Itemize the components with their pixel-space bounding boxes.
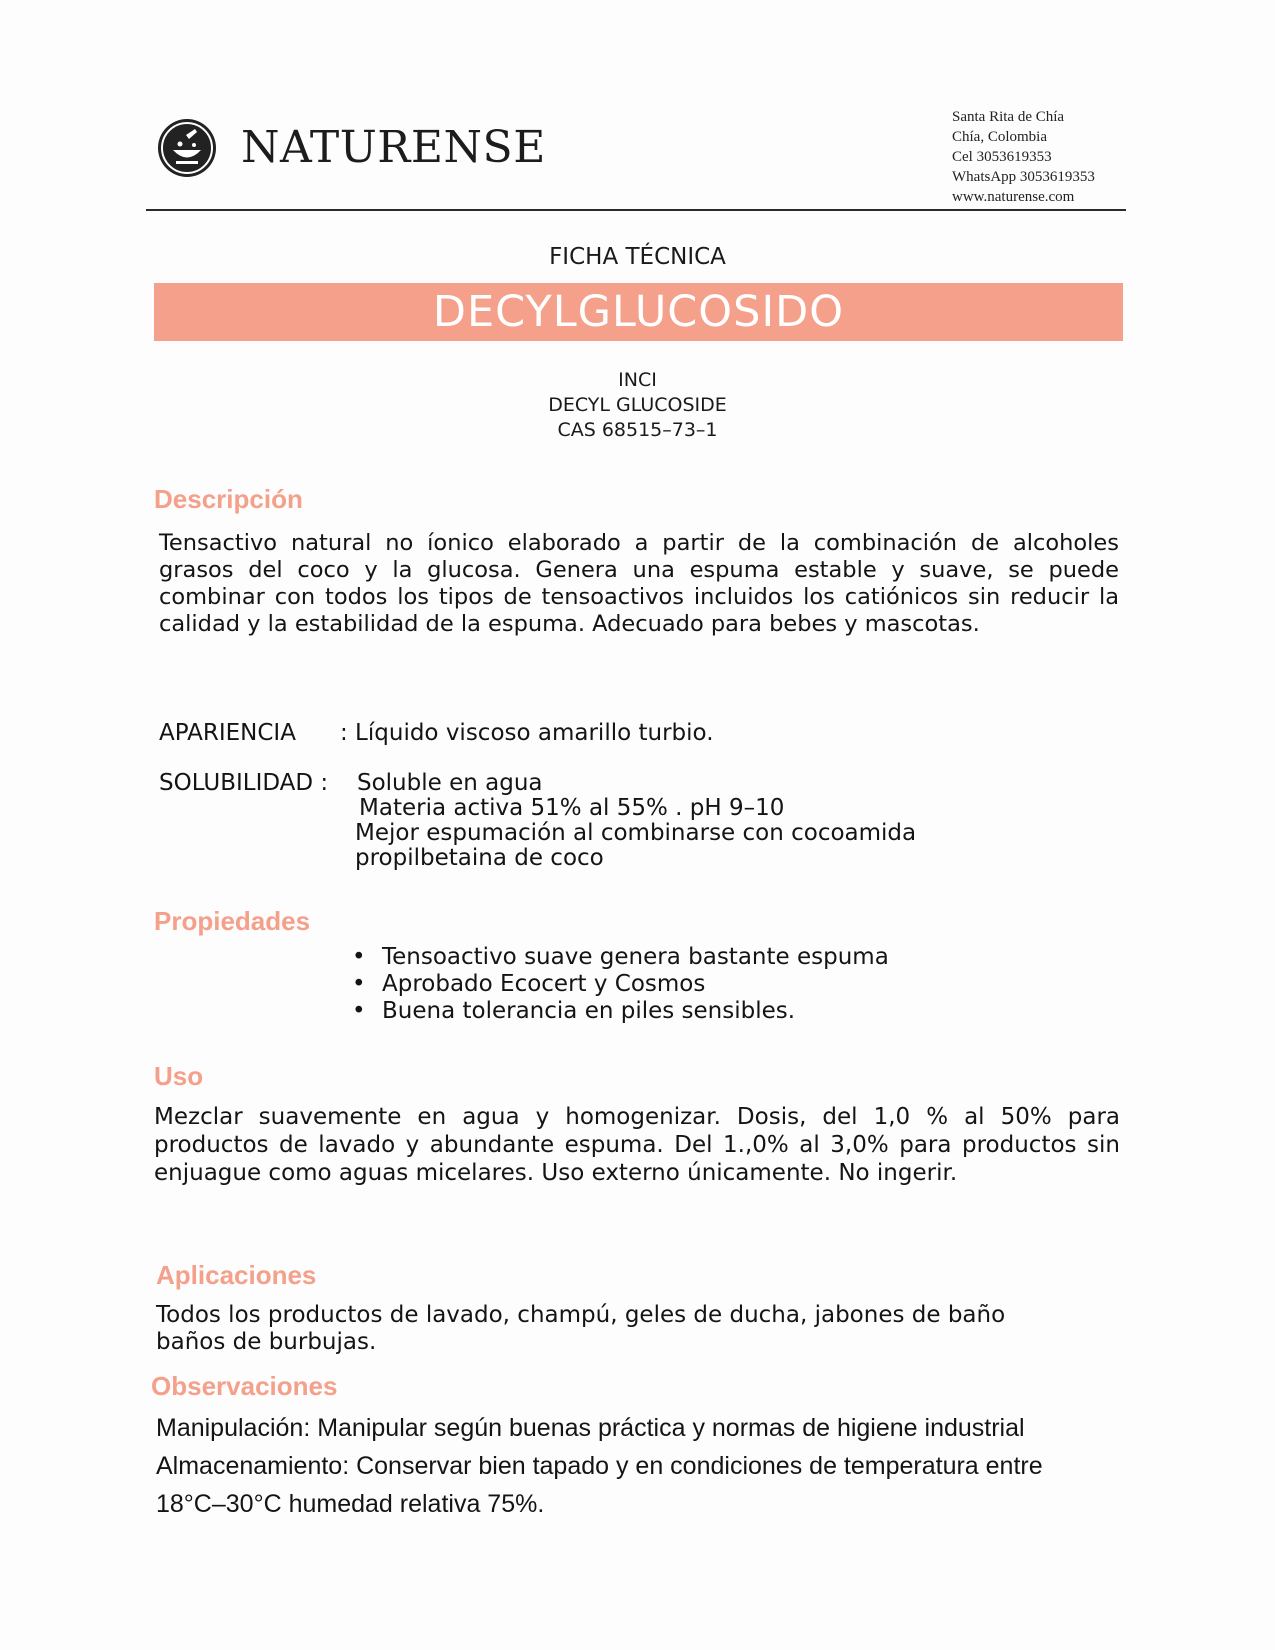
solubilidad-line: Materia activa 51% al 55% . pH 9–10 <box>359 795 785 821</box>
section-heading-uso: Uso <box>154 1061 204 1091</box>
observaciones-line: Almacenamiento: Conservar bien tapado y en condiciones de temperatura entre <box>156 1452 1043 1480</box>
header-divider <box>146 209 1126 211</box>
section-heading-aplicaciones: Aplicaciones <box>156 1260 317 1290</box>
observaciones-text <box>156 1409 1116 1523</box>
solubilidad-line: Soluble en agua <box>357 770 543 796</box>
cas-number: CAS 68515–73–1 <box>557 419 718 441</box>
list-item-text: Tensoactivo suave genera bastante espuma <box>382 944 889 970</box>
list-item-text: Aprobado Ecocert y Cosmos <box>382 971 706 997</box>
contact-block <box>952 107 1095 207</box>
contact-city: Chía, Colombia <box>952 129 1047 145</box>
list-item-text: Buena tolerancia en piles sensibles. <box>382 998 796 1024</box>
uso-text: Mezclar suavemente en agua y homogenizar. Dosis, del 1,0 % al 50% para productos de lavado y abundante espuma. Del 1.,0% al 3,0% para productos sin enjuague como aguas micelares. Uso externo únicamente. No ingerir. <box>154 1104 1120 1186</box>
list-item <box>352 971 889 998</box>
solubilidad-label: SOLUBILIDAD : <box>159 770 329 796</box>
descripcion-text: Tensactivo natural no íonico elaborado a partir de la combinación de alcoholes grasos del coco y la glucosa. Genera una espuma estable y suave, se puede combinar con todos los tipos de tensoactivos incluidos los catiónicos sin reducir la calidad y la estabilidad de la espuma. Adecuado para bebes y mascotas. <box>159 530 1119 637</box>
bullet-dot-icon: • <box>352 971 366 997</box>
aplicaciones-line: baños de burbujas. <box>156 1329 377 1355</box>
contact-website: www.naturense.com <box>952 189 1075 205</box>
contact-address: Santa Rita de Chía <box>952 109 1065 125</box>
observaciones-line: 18°C–30°C humedad relativa 75%. <box>156 1490 545 1518</box>
solubilidad-line: propilbetaina de coco <box>355 845 604 871</box>
mortar-pestle-icon <box>156 117 218 179</box>
document-kind: FICHA TÉCNICA <box>549 244 726 270</box>
propiedades-list <box>352 944 889 1025</box>
solubilidad-line: Mejor espumación al combinarse con cocoamida <box>355 820 917 846</box>
product-title-banner: DECYLGLUCOSIDO <box>154 283 1123 341</box>
section-heading-observaciones: Observaciones <box>151 1371 338 1401</box>
observaciones-line: Manipulación: Manipular según buenas práctica y normas de higiene industrial <box>156 1414 1025 1442</box>
contact-phone: Cel 3053619353 <box>952 149 1052 165</box>
inci-label: INCI <box>618 369 657 391</box>
contact-whatsapp: WhatsApp 3053619353 <box>952 169 1095 185</box>
section-heading-descripcion: Descripción <box>154 484 303 514</box>
inci-block <box>0 368 1275 443</box>
bullet-dot-icon: • <box>352 944 366 970</box>
aplicaciones-line: Todos los productos de lavado, champú, geles de ducha, jabones de baño <box>156 1302 1006 1328</box>
list-item <box>352 998 889 1025</box>
section-heading-propiedades: Propiedades <box>154 906 311 936</box>
brand-name: NATURENSE <box>241 122 546 173</box>
inci-name: DECYL GLUCOSIDE <box>548 394 727 416</box>
bullet-dot-icon: • <box>352 998 366 1024</box>
apariencia-label: APARIENCIA <box>159 720 296 746</box>
aplicaciones-text <box>156 1302 1116 1356</box>
list-item <box>352 944 889 971</box>
apariencia-value: : Líquido viscoso amarillo turbio. <box>340 720 714 746</box>
